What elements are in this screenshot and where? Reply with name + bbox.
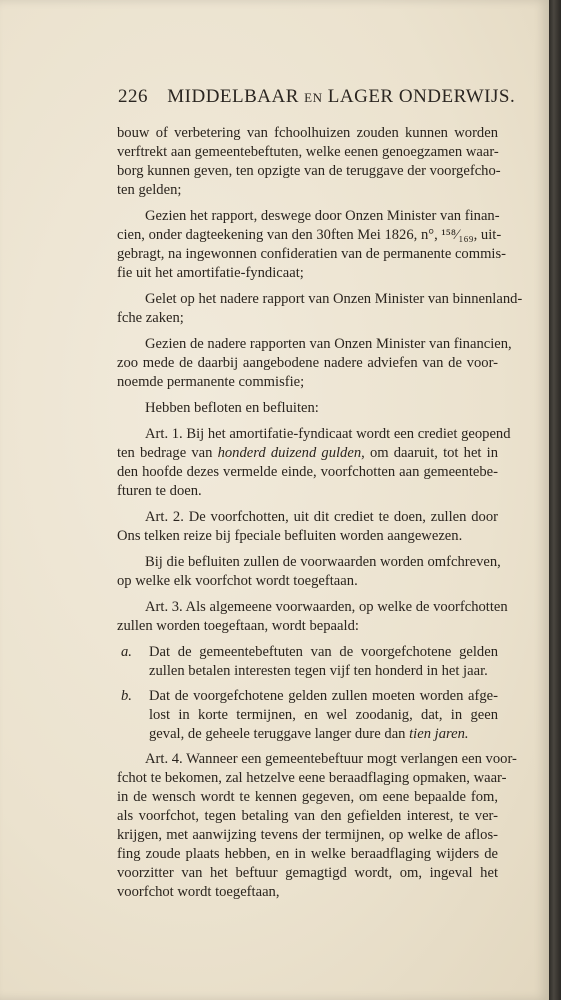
term-italic: tien jaren. — [409, 726, 469, 742]
text-line: verftrekt aan gemeentebeftuten, welke eenen genoegzamen waar- — [117, 144, 499, 160]
text-line: bouw of verbetering van fchoolhuizen zouden kunnen worden — [117, 125, 498, 141]
text-line: voorzitter van het beftuur gemagtigd wordt, om, ingeval het — [117, 865, 498, 881]
text-line: als voorfchot, tegen betaling van den gefielden interest, te ver- — [117, 808, 498, 824]
text-line: cien, onder dagteekening van den 30ften Mei 1826, n°, ¹⁵⁸⁄₁₆₉, uit- — [117, 227, 502, 243]
condition-label: b. — [121, 688, 132, 704]
text-line: fturen te doen. — [117, 483, 202, 499]
text-line: Dat de voorgefchotene gelden zullen moeten worden afge- — [149, 688, 498, 704]
text-line: ten gelden; — [117, 182, 182, 198]
text-line: borg kunnen geven, ten opzigte van de teruggave der voorgefcho- — [117, 163, 501, 179]
header-title-3: LAGER ONDERWIJS. — [327, 86, 516, 107]
text-line: op welke elk voorfchot wordt toegeftaan. — [117, 573, 358, 589]
text-line: Bij die befluiten zullen de voorwaarden worden omfchreven, — [145, 554, 501, 570]
text-line: Gezien de nadere rapporten van Onzen Minister van financien, — [145, 336, 512, 352]
header-title-2: EN — [304, 90, 323, 105]
condition-b — [117, 687, 498, 744]
text-line: fie uit het amortifatie-fyndicaat; — [117, 265, 304, 281]
paragraph-4 — [117, 335, 512, 392]
text-line: Dat de gemeentebeftuten van de voorgefchotene gelden — [149, 644, 498, 660]
article-1 — [117, 425, 511, 501]
header-title-1: MIDDELBAAR — [167, 86, 299, 107]
article-2-continued — [117, 553, 501, 591]
running-header — [118, 86, 516, 108]
article-4 — [117, 750, 517, 902]
text-line: in de wensch wordt te kennen gegeven, om eene bepaalde fom, — [117, 789, 498, 805]
text-line: fchot te bekomen, zal hetzelve eene beraadflaging opmaken, waar- — [117, 770, 507, 786]
text-line: fche zaken; — [117, 310, 184, 326]
paragraph-3 — [117, 290, 523, 328]
paragraph-2 — [117, 207, 507, 283]
text-line: Hebben befloten en befluiten: — [145, 400, 319, 416]
article-3 — [117, 598, 508, 636]
text-line: Ons telken reize bij fpeciale befluiten worden aangewezen. — [117, 528, 463, 544]
page-body — [117, 124, 523, 909]
text-line: Gelet op het nadere rapport van Onzen Minister van binnenland- — [145, 291, 523, 307]
text-line: fing zoude plaats hebben, en in welke beraadflaging wijders de — [117, 846, 498, 862]
text-line: geval, de geheele teruggave langer dure dan tien jaren. — [149, 726, 469, 742]
article-2 — [117, 508, 498, 546]
text-line: Art. 1. Bij het amortifatie-fyndicaat wordt een crediet geopend — [145, 426, 511, 442]
text-line: lost in korte termijnen, en wel zoodanig, dat, in geen — [149, 707, 498, 723]
text-line: noemde permanente commisfie; — [117, 374, 305, 390]
text-line: zullen betalen interesten tegen vijf ten honderd in het jaar. — [149, 663, 488, 679]
text-line: voorfchot wordt toegeftaan, — [117, 884, 280, 900]
text-line: Gezien het rapport, deswege door Onzen Minister van finan- — [145, 208, 500, 224]
text-line: gebragt, na ingewonnen confideratien van de permanente commis- — [117, 246, 507, 262]
text-line: Art. 4. Wanneer een gemeentebeftuur mogt verlangen een voor- — [145, 751, 517, 767]
text-line: ten bedrage van honderd duizend gulden, om daaruit, tot het in — [117, 445, 498, 461]
amount-italic: honderd duizend gulden — [217, 445, 362, 461]
text-line: den hoofde dezes vermelde einde, voorfchotten aan gemeentebe- — [117, 464, 498, 480]
paragraph-5 — [117, 399, 498, 418]
text-line: zullen worden toegeftaan, wordt bepaald: — [117, 618, 359, 634]
text-line: Art. 3. Als algemeene voorwaarden, op welke de voorfchotten — [145, 599, 508, 615]
paragraph-1 — [117, 124, 501, 200]
text-line: krijgen, met aanwijzing tevens der termijnen, op welke de aflos- — [117, 827, 498, 843]
page-number: 226 — [118, 86, 148, 107]
text-line: Art. 2. De voorfchotten, uit dit crediet te doen, zullen door — [145, 509, 498, 525]
page-edge — [549, 0, 561, 1000]
text-line: zoo mede de daarbij aangebodene nadere adviefen van de voor- — [117, 355, 498, 371]
condition-a — [117, 643, 498, 681]
condition-label: a. — [121, 644, 132, 660]
